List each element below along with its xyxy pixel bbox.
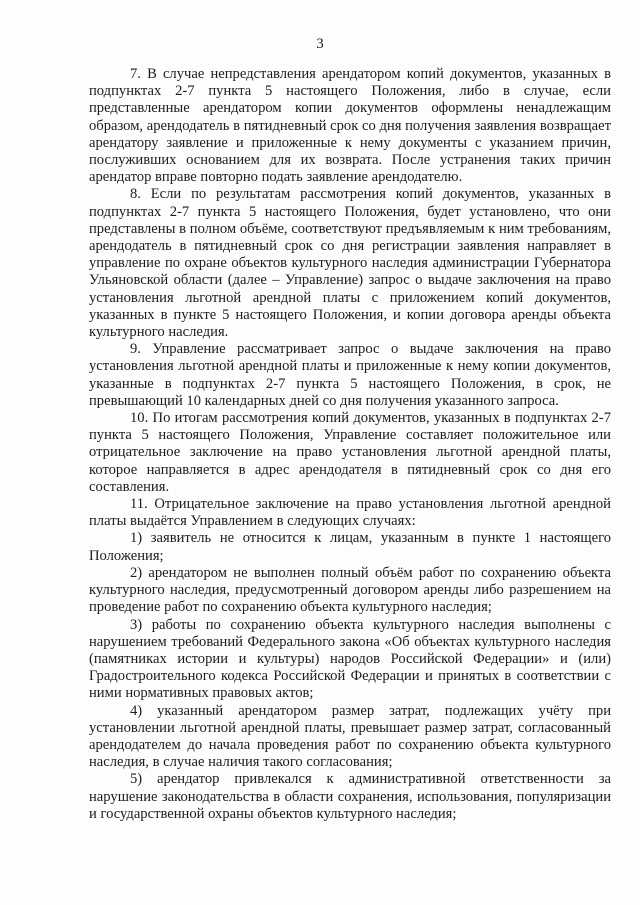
paragraph-8: 8. Если по результатам рассмотрения копий документов, указанных в подпунктах 2-7 пункта 5 настоящего Положения, будет установлено, что они представлены в полном объёме, соответствуют предъявляемым к ним требованиям, арендодатель в пятидневный срок со дня регистрации заявления направляет в управление по охране объектов культурного наследия администрации Губернатора Ульяновской области (далее – Управление) запрос о выдаче заключения на право установления льготной арендной платы с приложением копий документов, указанных в пункте 5 настоящего Положения, и копии договора аренды объекта культурного наследия. — [89, 186, 611, 341]
list-item-4: 4) указанный арендатором размер затрат, подлежащих учёту при установлении льготной арендной платы, превышает размер затрат, согласованный арендодателем до начала проведения работ по сохранению объекта культурного наследия, в случае наличия такого согласования; — [89, 702, 611, 771]
list-item-3: 3) работы по сохранению объекта культурного наследия выполнены с нарушением требований Федерального закона «Об объектах культурного наследия (памятниках истории и культуры) народов Российской Федерации» и (или) Градостроительного кодекса Российской Федерации и принятых в соответствии с ними нормативных правовых актов; — [89, 616, 611, 702]
list-item-2: 2) арендатором не выполнен полный объём работ по сохранению объекта культурного наследия, предусмотренный договором аренды либо разрешением на проведение работ по сохранению объекта культурного наследия; — [89, 564, 611, 616]
paragraph-9: 9. Управление рассматривает запрос о выдаче заключения на право установления льготной арендной платы и приложенные к нему копии документов, указанные в подпунктах 2-7 пункта 5 настоящего Положения, в срок, не превышающий 10 календарных дней со дня получения указанного запроса. — [89, 341, 611, 409]
paragraph-10: 10. По итогам рассмотрения копий документов, указанных в подпунктах 2-7 пункта 5 настоящего Положения, Управление составляет положительное или отрицательное заключение на право установления льготной арендной платы, которое направляется в адрес арендодателя в пятидневный срок со дня его составления. — [89, 410, 611, 495]
paragraph-11: 11. Отрицательное заключение на право установления льготной арендной платы выдаётся Управлением в следующих случаях: — [89, 496, 611, 530]
page-number: 3 — [316, 36, 324, 52]
list-item-1: 1) заявитель не относится к лицам, указанным в пункте 1 настоящего Положения; — [89, 530, 611, 564]
list-item-5: 5) арендатор привлекался к административной ответственности за нарушение законодательства в области сохранения, использования, популяризации и государственной охраны объектов культурного наследия; — [89, 771, 611, 822]
paragraph-7: 7. В случае непредставления арендатором копий документов, указанных в подпунктах 2-7 пункта 5 настоящего Положения, либо в случае, если представленные арендатором копии документов оформлены ненадлежащим образом, арендодатель в пятидневный срок со дня получения заявления возвращает арендатору заявление и приложенные к нему документы с указанием причин, послуживших основанием для их возврата. После устранения таких причин арендатор вправе повторно подать заявление арендодателю. — [89, 66, 611, 186]
document-body — [89, 66, 611, 823]
